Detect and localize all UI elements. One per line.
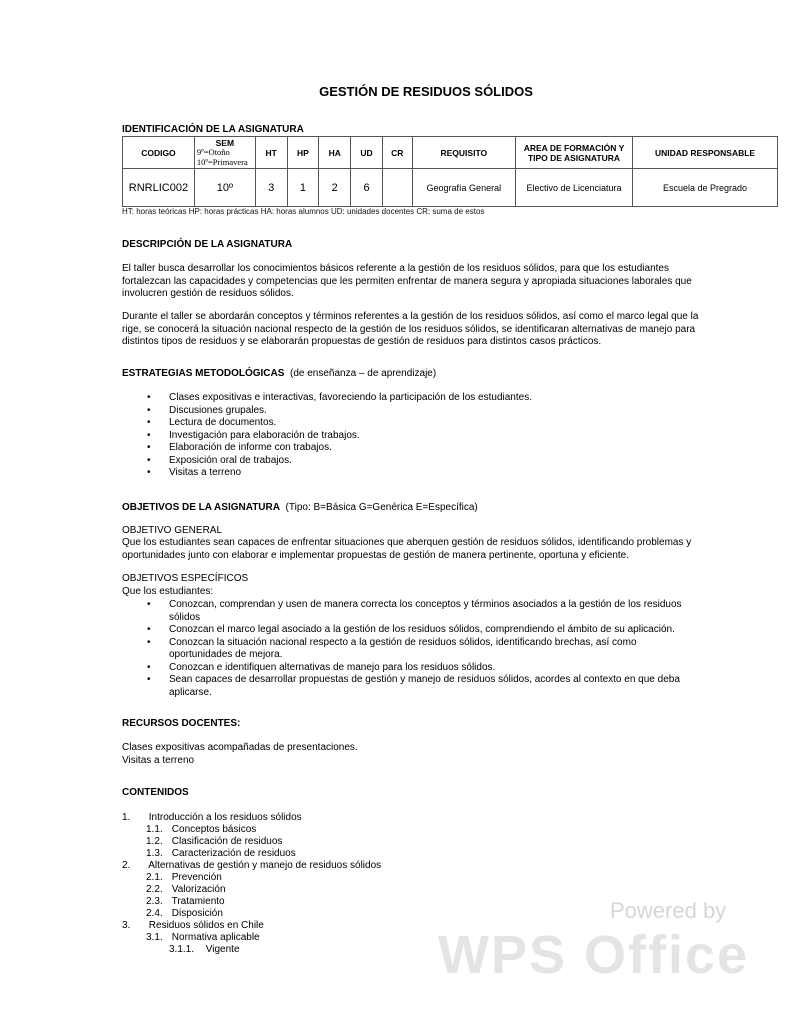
cell-unidad: Escuela de Pregrado	[633, 169, 778, 207]
list-item: • Elaboración de informe con trabajos.	[169, 442, 532, 455]
contenidos-item-number: 1.3.	[146, 848, 163, 859]
header-unidad: UNIDAD RESPONSABLE	[633, 137, 778, 169]
list-item-line: • Sean capaces de desarrollar propuestas de gestión y manejo de residuos sólidos, acordes al contexto en que deba	[169, 674, 680, 685]
contenidos-item-number: 2.3.	[146, 896, 163, 907]
contenidos-item-number: 1.1.	[146, 824, 163, 835]
list-item	[169, 674, 682, 699]
header-ud: UD	[351, 137, 383, 169]
descripcion-paragraph-2	[122, 311, 698, 349]
list-item-line: • Conozcan, comprendan y usen de manera correcta los conceptos y términos asociados a la gestión de los residuos	[169, 599, 682, 610]
header-sem-label: SEM	[215, 138, 235, 148]
contenidos-item	[122, 812, 302, 824]
contenidos-item	[146, 908, 223, 920]
cell-hp: 1	[287, 169, 319, 207]
contenidos-item-text: Clasificación de residuos	[171, 836, 283, 847]
header-sem-otono: 9º=Otoño	[196, 147, 230, 157]
list-item-line: oportunidades de mejora.	[169, 649, 283, 660]
objetivos-especificos-list	[169, 599, 682, 699]
list-item: • Investigación para elaboración de trabajos.	[169, 430, 532, 443]
list-item: • Lectura de documentos.	[169, 417, 532, 430]
paragraph-line: distintos tipos de residuos y se elaborarán propuestas de gestión de residuos para distintos casos prácticos.	[122, 336, 602, 347]
list-item-line: • Conozcan e identifiquen alternativas de manejo para los residuos sólidos.	[169, 661, 496, 673]
contenidos-heading: CONTENIDOS	[122, 787, 189, 798]
contenidos-item	[122, 860, 381, 872]
objetivos-especificos-heading: OBJETIVOS ESPECÍFICOS	[122, 573, 249, 584]
contenidos-item	[169, 944, 240, 956]
cell-ud: 6	[351, 169, 383, 207]
contenidos-item-text: Vigente	[205, 944, 240, 955]
cell-sem: 10º	[194, 169, 255, 207]
wps-watermark	[438, 898, 750, 988]
paragraph-line: Durante el taller se abordarán conceptos y términos referentes a la gestión de los residuos sólidos, así como el marco legal que la	[122, 311, 699, 322]
identification-heading: IDENTIFICACIÓN DE LA ASIGNATURA	[122, 124, 304, 135]
contenidos-item-text: Introducción a los residuos sólidos	[148, 812, 302, 823]
page-title: GESTIÓN DE RESIDUOS SÓLIDOS	[319, 84, 533, 99]
contenidos-item-number: 2.4.	[146, 908, 163, 919]
header-hp: HP	[287, 137, 319, 169]
list-item	[169, 599, 682, 624]
paragraph-line: fortalezcan las capacidades y competencias que les permiten enfrentar de manera segura y apropiada situaciones laborales que	[122, 275, 692, 287]
cell-cr	[382, 169, 412, 207]
cell-requisito: Geografía General	[412, 169, 515, 207]
list-item	[169, 624, 682, 637]
header-area: AREA DE FORMACIÓN Y TIPO DE ASIGNATURA	[515, 137, 632, 169]
contenidos-item-text: Normativa aplicable	[171, 932, 260, 943]
header-sem	[194, 137, 255, 169]
estrategias-heading	[122, 368, 436, 379]
descripcion-heading: DESCRIPCIÓN DE LA ASIGNATURA	[122, 239, 293, 250]
cell-ha: 2	[319, 169, 351, 207]
contenidos-item-number: 3.	[122, 920, 131, 931]
contenidos-item	[146, 872, 222, 884]
list-item: • Clases expositivas e interactivas, favoreciendo la participación de los estudiantes.	[169, 392, 532, 405]
header-sem-primavera: 10º=Primavera	[196, 156, 248, 167]
paragraph-line: rige, se conocerá la situación nacional respecto de la gestión de los residuos sólidos, se identificaran alternativas de manejo para	[122, 323, 696, 335]
header-ha: HA	[319, 137, 351, 169]
contenidos-item	[146, 848, 296, 860]
contenidos-item-text: Disposición	[171, 908, 223, 919]
contenidos-item-number: 2.	[122, 860, 131, 871]
contenidos-item	[146, 896, 225, 908]
objetivo-general-text	[122, 537, 691, 562]
contenidos-item-text: Alternativas de gestión y manejo de residuos sólidos	[148, 860, 382, 871]
cell-area: Electivo de Licenciatura	[515, 169, 632, 207]
contenidos-item-number: 2.1.	[146, 872, 163, 883]
recursos-heading: RECURSOS DOCENTES:	[122, 718, 241, 729]
list-item: • Visitas a terreno	[169, 467, 532, 480]
list-item-line: • Conozcan la situación nacional respecto a la gestión de residuos sólidos, identificando brechas, así como	[169, 636, 637, 648]
contenidos-item	[146, 836, 282, 848]
contenidos-item-text: Conceptos básicos	[171, 824, 257, 835]
paragraph-line: Visitas a terreno	[122, 754, 195, 766]
paragraph-line: oportunidades junto con elaborar e implementar propuestas de gestión de manera pertinente, oportuna y eficiente.	[122, 549, 629, 561]
estrategias-subheading: (de enseñanza – de aprendizaje)	[289, 368, 437, 379]
estrategias-heading-label: ESTRATEGIAS METODOLÓGICAS	[122, 368, 285, 379]
table-row	[123, 169, 778, 207]
paragraph-line: involucren gestión de residuos sólidos.	[122, 288, 294, 299]
list-item	[169, 662, 682, 675]
paragraph-line: Clases expositivas acompañadas de presentaciones.	[122, 742, 358, 753]
watermark-logo: WPS Office	[438, 925, 750, 985]
list-item-line: sólidos	[169, 611, 201, 623]
identification-table	[122, 136, 778, 207]
objetivo-general-heading: OBJETIVO GENERAL	[122, 525, 223, 536]
watermark-powered-by: Powered by	[610, 898, 727, 923]
list-item-line: aplicarse.	[169, 686, 212, 698]
estrategias-list	[169, 392, 532, 480]
paragraph-line: Que los estudiantes sean capaces de enfrentar situaciones que aberquen gestión de residuos sólidos, identificando problemas y	[122, 537, 692, 548]
objetivos-heading	[122, 502, 478, 513]
contenidos-item-number: 3.1.1.	[169, 944, 195, 955]
list-item: • Discusiones grupales.	[169, 405, 532, 418]
cell-codigo: RNRLIC002	[123, 169, 195, 207]
contenidos-item-text: Caracterización de residuos	[171, 848, 296, 859]
table-footnote: HT: horas teóricas HP: horas prácticas HA: horas alumnos UD: unidades docentes CR: suma de estos	[122, 207, 485, 216]
objetivos-subheading: (Tipo: B=Básica G=Genérica E=Específica)	[285, 502, 478, 513]
header-requisito: REQUISITO	[412, 137, 515, 169]
contenidos-item-text: Tratamiento	[171, 896, 225, 907]
contenidos-item	[146, 932, 260, 944]
list-item-line: • Conozcan el marco legal asociado a la gestión de los residuos sólidos, comprendiendo el ámbito de su aplicación.	[169, 624, 675, 635]
objetivos-especificos-intro: Que los estudiantes:	[122, 586, 214, 597]
contenidos-item-number: 2.2.	[146, 884, 163, 895]
contenidos-item-text: Prevención	[171, 872, 222, 883]
contenidos-item-number: 3.1.	[146, 932, 163, 943]
header-ht: HT	[255, 137, 287, 169]
list-item: • Exposición oral de trabajos.	[169, 455, 532, 468]
contenidos-item-text: Residuos sólidos en Chile	[148, 920, 264, 931]
list-item	[169, 637, 682, 662]
header-cr: CR	[382, 137, 412, 169]
contenidos-item	[146, 824, 256, 836]
contenidos-item-number: 1.2.	[146, 836, 163, 847]
header-codigo: CODIGO	[123, 137, 195, 169]
objetivos-heading-label: OBJETIVOS DE LA ASIGNATURA	[122, 502, 280, 513]
contenidos-item-number: 1.	[122, 812, 131, 823]
recursos-text	[122, 742, 358, 767]
cell-ht: 3	[255, 169, 287, 207]
paragraph-line: El taller busca desarrollar los conocimientos básicos referente a la gestión de los residuos sólidos, para que los estudiantes	[122, 263, 669, 274]
contenidos-item	[146, 884, 226, 896]
table-header-row	[123, 137, 778, 169]
descripcion-paragraph-1	[122, 263, 692, 301]
contenidos-item	[122, 920, 264, 932]
contenidos-item-text: Valorización	[171, 884, 226, 895]
